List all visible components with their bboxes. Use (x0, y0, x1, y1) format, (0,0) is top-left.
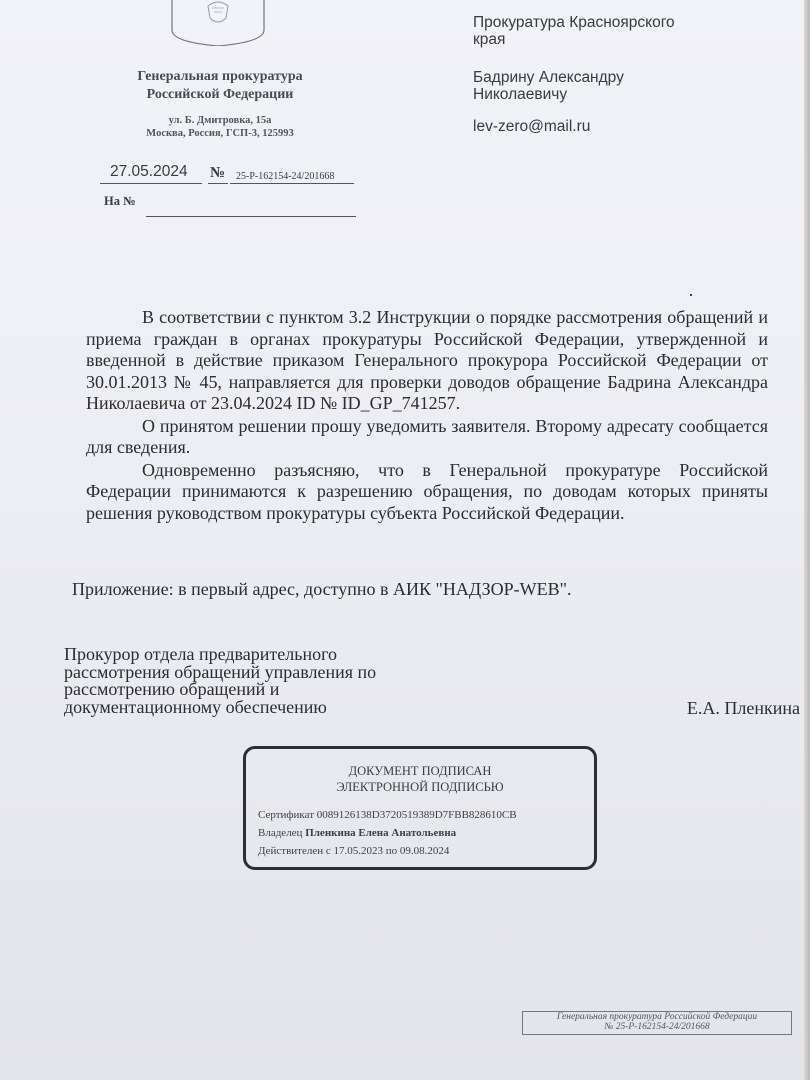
signer-title (64, 646, 464, 716)
ink-dot (690, 294, 692, 296)
signer-title-line1: Прокурор отдела предварительного (64, 644, 338, 664)
owner-label: Владелец (258, 827, 303, 839)
recipient-person-line2: Николаевичу (473, 86, 568, 103)
registration-underline (230, 183, 354, 184)
number-sign-underline (208, 183, 228, 184)
footer-line1: Генеральная прокуратура Российской Федерации (556, 1012, 758, 1022)
attachment-note: Приложение: в первый адрес, доступно в АИК "НАДЗОР-WEB". (72, 579, 572, 599)
certificate-label: Сертификат (258, 809, 314, 821)
recipient-person-line1: Бадрину Александру (473, 69, 624, 86)
valid-to-label: по (385, 845, 398, 857)
valid-to: 09.08.2024 (399, 845, 450, 857)
sender-address-line2: Москва, Россия, ГСП-3, 125993 (146, 128, 294, 139)
signer-name: Е.А. Пленкина (686, 698, 800, 718)
sender-address-line1: ул. Б. Дмитровка, 15а (168, 115, 272, 126)
recipient-line2: края (473, 31, 506, 48)
valid-from: 17.05.2023 (333, 845, 384, 857)
recipient-block (473, 14, 773, 135)
date-underline (100, 183, 202, 184)
emblem-icon (168, 0, 268, 46)
sender-org-name-line1: Генеральная прокуратура (137, 69, 303, 84)
letter-date: 27.05.2024 (110, 163, 188, 180)
signer-title-line4: документационному обеспечению (64, 696, 327, 717)
sender-org-name (95, 68, 345, 104)
electronic-signature-stamp (243, 746, 597, 870)
sender-org-name-line2: Российской Федерации (146, 87, 294, 102)
signer-title-line2: рассмотрения обращений управления по (64, 661, 377, 682)
page-edge (804, 0, 810, 1080)
reply-to-row (100, 194, 360, 218)
stamp-title-line1: ДОКУМЕНТ ПОДПИСАН (348, 764, 492, 778)
signer-title-line3: рассмотрению обращений и (64, 679, 280, 699)
body-paragraph-3: Одновременно разъясняю, что в Генеральной прокуратуре Российской Федерации принимаются к разрешению обращения, по доводам которых приняты решения руководством прокуратуры субъекта Российской Федерации. (86, 459, 768, 523)
stamp-owner-row (258, 827, 456, 839)
owner-value: Пленкина Елена Анатольевна (305, 827, 457, 839)
stamp-title (246, 763, 594, 795)
footer-registration-box (522, 1011, 792, 1035)
sender-address (105, 114, 335, 140)
certificate-value: 0089126138D3720519389D7FBB828610CB (316, 809, 517, 821)
reply-to-underline (146, 216, 356, 217)
recipient-line1: Прокуратура Красноярского (473, 14, 675, 31)
date-number-row (100, 162, 370, 186)
reply-to-label: На № (104, 194, 136, 208)
stamp-title-line2: ЭЛЕКТРОННОЙ ПОДПИСЬЮ (336, 780, 504, 794)
stamp-certificate-row (258, 809, 517, 821)
recipient-email: lev-zero@mail.ru (473, 118, 591, 135)
body-paragraph-1: В соответствии с пунктом 3.2 Инструкции о порядке рассмотрения обращений и приема граждан в органах прокуратуры Российской Федерации, утвержденной и введенной в действие приказом Генерального прокурора Российской Федерации от 30.01.2013 № 45, направляется для проверки доводов обращение Бадрина Александра Николаевича от 23.04.2024 ID № ID_GP_741257. (86, 307, 768, 413)
body-paragraph-2: О принятом решении прошу уведомить заявителя. Второму адресату сообщается для сведения. (86, 415, 768, 457)
number-sign: № (210, 165, 226, 181)
registration-number: 25-Р-162154-24/201668 (236, 171, 335, 182)
letter-body (86, 307, 768, 524)
footer-line2: № 25-Р-162154-24/201668 (604, 1022, 710, 1032)
validity-label: Действителен с (258, 845, 331, 857)
stamp-validity-row (258, 845, 449, 857)
